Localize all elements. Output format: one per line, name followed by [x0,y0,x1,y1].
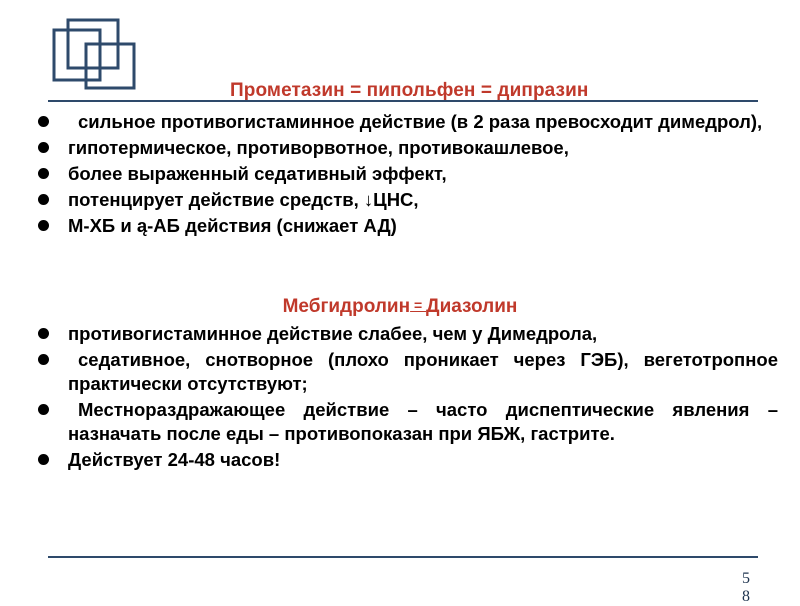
bullet-icon [38,454,49,465]
bullet-icon [38,220,49,231]
list-item: Действует 24-48 часов! [38,448,778,472]
bullet-icon [38,404,49,415]
bullet-icon [38,328,49,339]
list-item: более выраженный седативный эффект, [38,162,778,186]
list-item: противогистаминное действие слабее, чем у Димедрола, [38,322,778,346]
slide-title: Прометазин = пипольфен = дипразин [230,80,589,101]
bullet-icon [38,116,49,127]
list-item: М-ХБ и ą-АБ действия (снижает АД) [38,214,778,238]
list-item: Местнораздражающее действие – часто диспептические явления – назначать после еды – противопоказан при ЯБЖ, гастрите. [38,398,778,446]
bullet-icon [38,194,49,205]
list-item: седативное, снотворное (плохо проникает через ГЭБ), вегетотропное практически отсутствуют; [38,348,778,396]
page-number: 5 8 [742,570,750,605]
list-item: потенцирует действие средств, ↓ЦНС, [38,188,778,212]
list-item: гипотермическое, противорвотное, противокашлевое, [38,136,778,160]
equals-sign: = [410,297,427,313]
drug-name-mebhydrolin: Мебгидролин [282,296,411,317]
bullet-icon [38,142,49,153]
mebhydrolin-properties-list [38,322,778,472]
bullet-icon [38,354,49,365]
prometazin-properties-list [38,110,778,238]
bullet-icon [38,168,49,179]
overlapping-squares-logo [50,18,140,90]
section-subtitle [0,296,800,318]
bottom-divider [48,556,758,558]
list-item: сильное противогистаминное действие (в 2 раза превосходит димедрол), [38,110,778,134]
drug-name-diazolin: Диазолин [426,296,518,317]
